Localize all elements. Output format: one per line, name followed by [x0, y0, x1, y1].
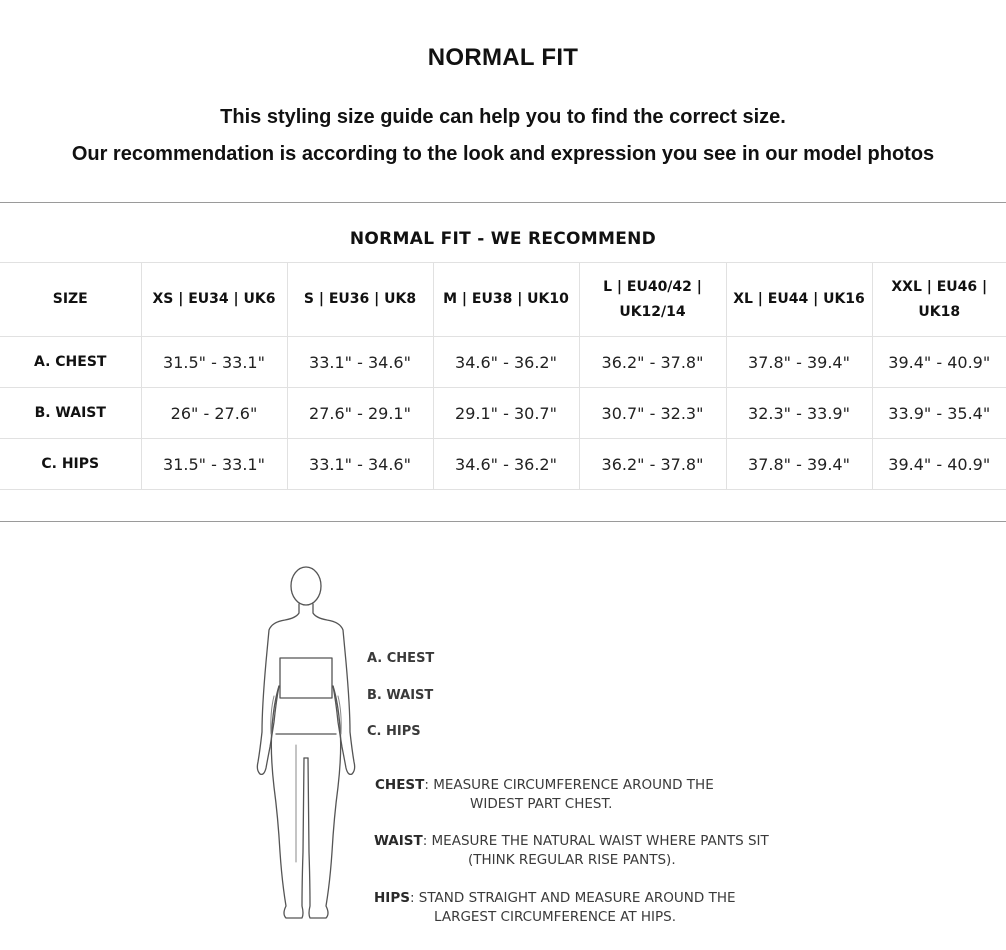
table-cell: 34.6" - 36.2"	[433, 337, 579, 388]
table-cell: 29.1" - 30.7"	[433, 388, 579, 439]
instruction-waist-line1: : MEASURE THE NATURAL WAIST WHERE PANTS SIT	[422, 833, 769, 849]
table-cell: 33.1" - 34.6"	[287, 337, 433, 388]
instruction-waist-term: WAIST	[374, 833, 423, 849]
intro-line-1: This styling size guide can help you to find the correct size.	[220, 106, 786, 128]
column-header-size: SIZE	[0, 263, 141, 337]
figure-label-hips: C. HIPS	[367, 724, 421, 739]
instruction-chest	[375, 776, 735, 814]
table-row-waist	[0, 388, 1006, 439]
table-cell: 39.4" - 40.9"	[872, 439, 1006, 490]
instruction-waist-line2: (THINK REGULAR RISE PANTS).	[468, 852, 676, 868]
instruction-hips-line1: : STAND STRAIGHT AND MEASURE AROUND THE	[409, 890, 736, 906]
table-cell: 36.2" - 37.8"	[579, 337, 726, 388]
table-cell: 33.1" - 34.6"	[287, 439, 433, 490]
instruction-chest-line2: WIDEST PART CHEST.	[470, 796, 613, 812]
table-cell: 39.4" - 40.9"	[872, 337, 1006, 388]
table-row-chest	[0, 337, 1006, 388]
column-header-xs: XS | EU34 | UK6	[141, 263, 287, 337]
instruction-hips-term: HIPS	[374, 890, 410, 906]
column-header-s: S | EU36 | UK8	[287, 263, 433, 337]
table-cell: 26" - 27.6"	[141, 388, 287, 439]
row-label-chest: A. CHEST	[0, 337, 141, 388]
column-header-m: M | EU38 | UK10	[433, 263, 579, 337]
instruction-hips	[374, 889, 754, 927]
table-cell: 36.2" - 37.8"	[579, 439, 726, 490]
page-title: NORMAL FIT	[427, 44, 579, 71]
row-label-hips: C. HIPS	[0, 439, 141, 490]
table-row-hips	[0, 439, 1006, 490]
row-label-waist: B. WAIST	[0, 388, 141, 439]
table-cell: 30.7" - 32.3"	[579, 388, 726, 439]
table-cell: 37.8" - 39.4"	[726, 439, 872, 490]
table-cell: 27.6" - 29.1"	[287, 388, 433, 439]
instruction-chest-term: CHEST	[375, 777, 425, 793]
intro-line-2: Our recommendation is according to the look and expression you see in our model photos	[71, 143, 935, 165]
instruction-hips-line2: LARGEST CIRCUMFERENCE AT HIPS.	[434, 909, 677, 925]
table-header-row	[0, 263, 1006, 337]
instruction-waist	[374, 832, 774, 870]
column-header-xl: XL | EU44 | UK16	[726, 263, 872, 337]
figure-label-chest: A. CHEST	[367, 651, 435, 666]
figure-label-waist: B. WAIST	[367, 688, 434, 703]
instruction-chest-line1: : MEASURE CIRCUMFERENCE AROUND THE	[424, 777, 714, 793]
body-silhouette-icon	[252, 562, 362, 924]
table-title: NORMAL FIT - WE RECOMMEND	[349, 229, 657, 249]
divider-bottom	[0, 521, 1006, 522]
table-cell: 33.9" - 35.4"	[872, 388, 1006, 439]
column-header-l: L | EU40/42 | UK12/14	[579, 263, 726, 337]
table-cell: 32.3" - 33.9"	[726, 388, 872, 439]
table-cell: 31.5" - 33.1"	[141, 439, 287, 490]
table-cell: 37.8" - 39.4"	[726, 337, 872, 388]
column-header-xxl: XXL | EU46 | UK18	[872, 263, 1006, 337]
size-chart-table	[0, 262, 1006, 490]
table-cell: 34.6" - 36.2"	[433, 439, 579, 490]
divider-top	[0, 202, 1006, 203]
table-cell: 31.5" - 33.1"	[141, 337, 287, 388]
